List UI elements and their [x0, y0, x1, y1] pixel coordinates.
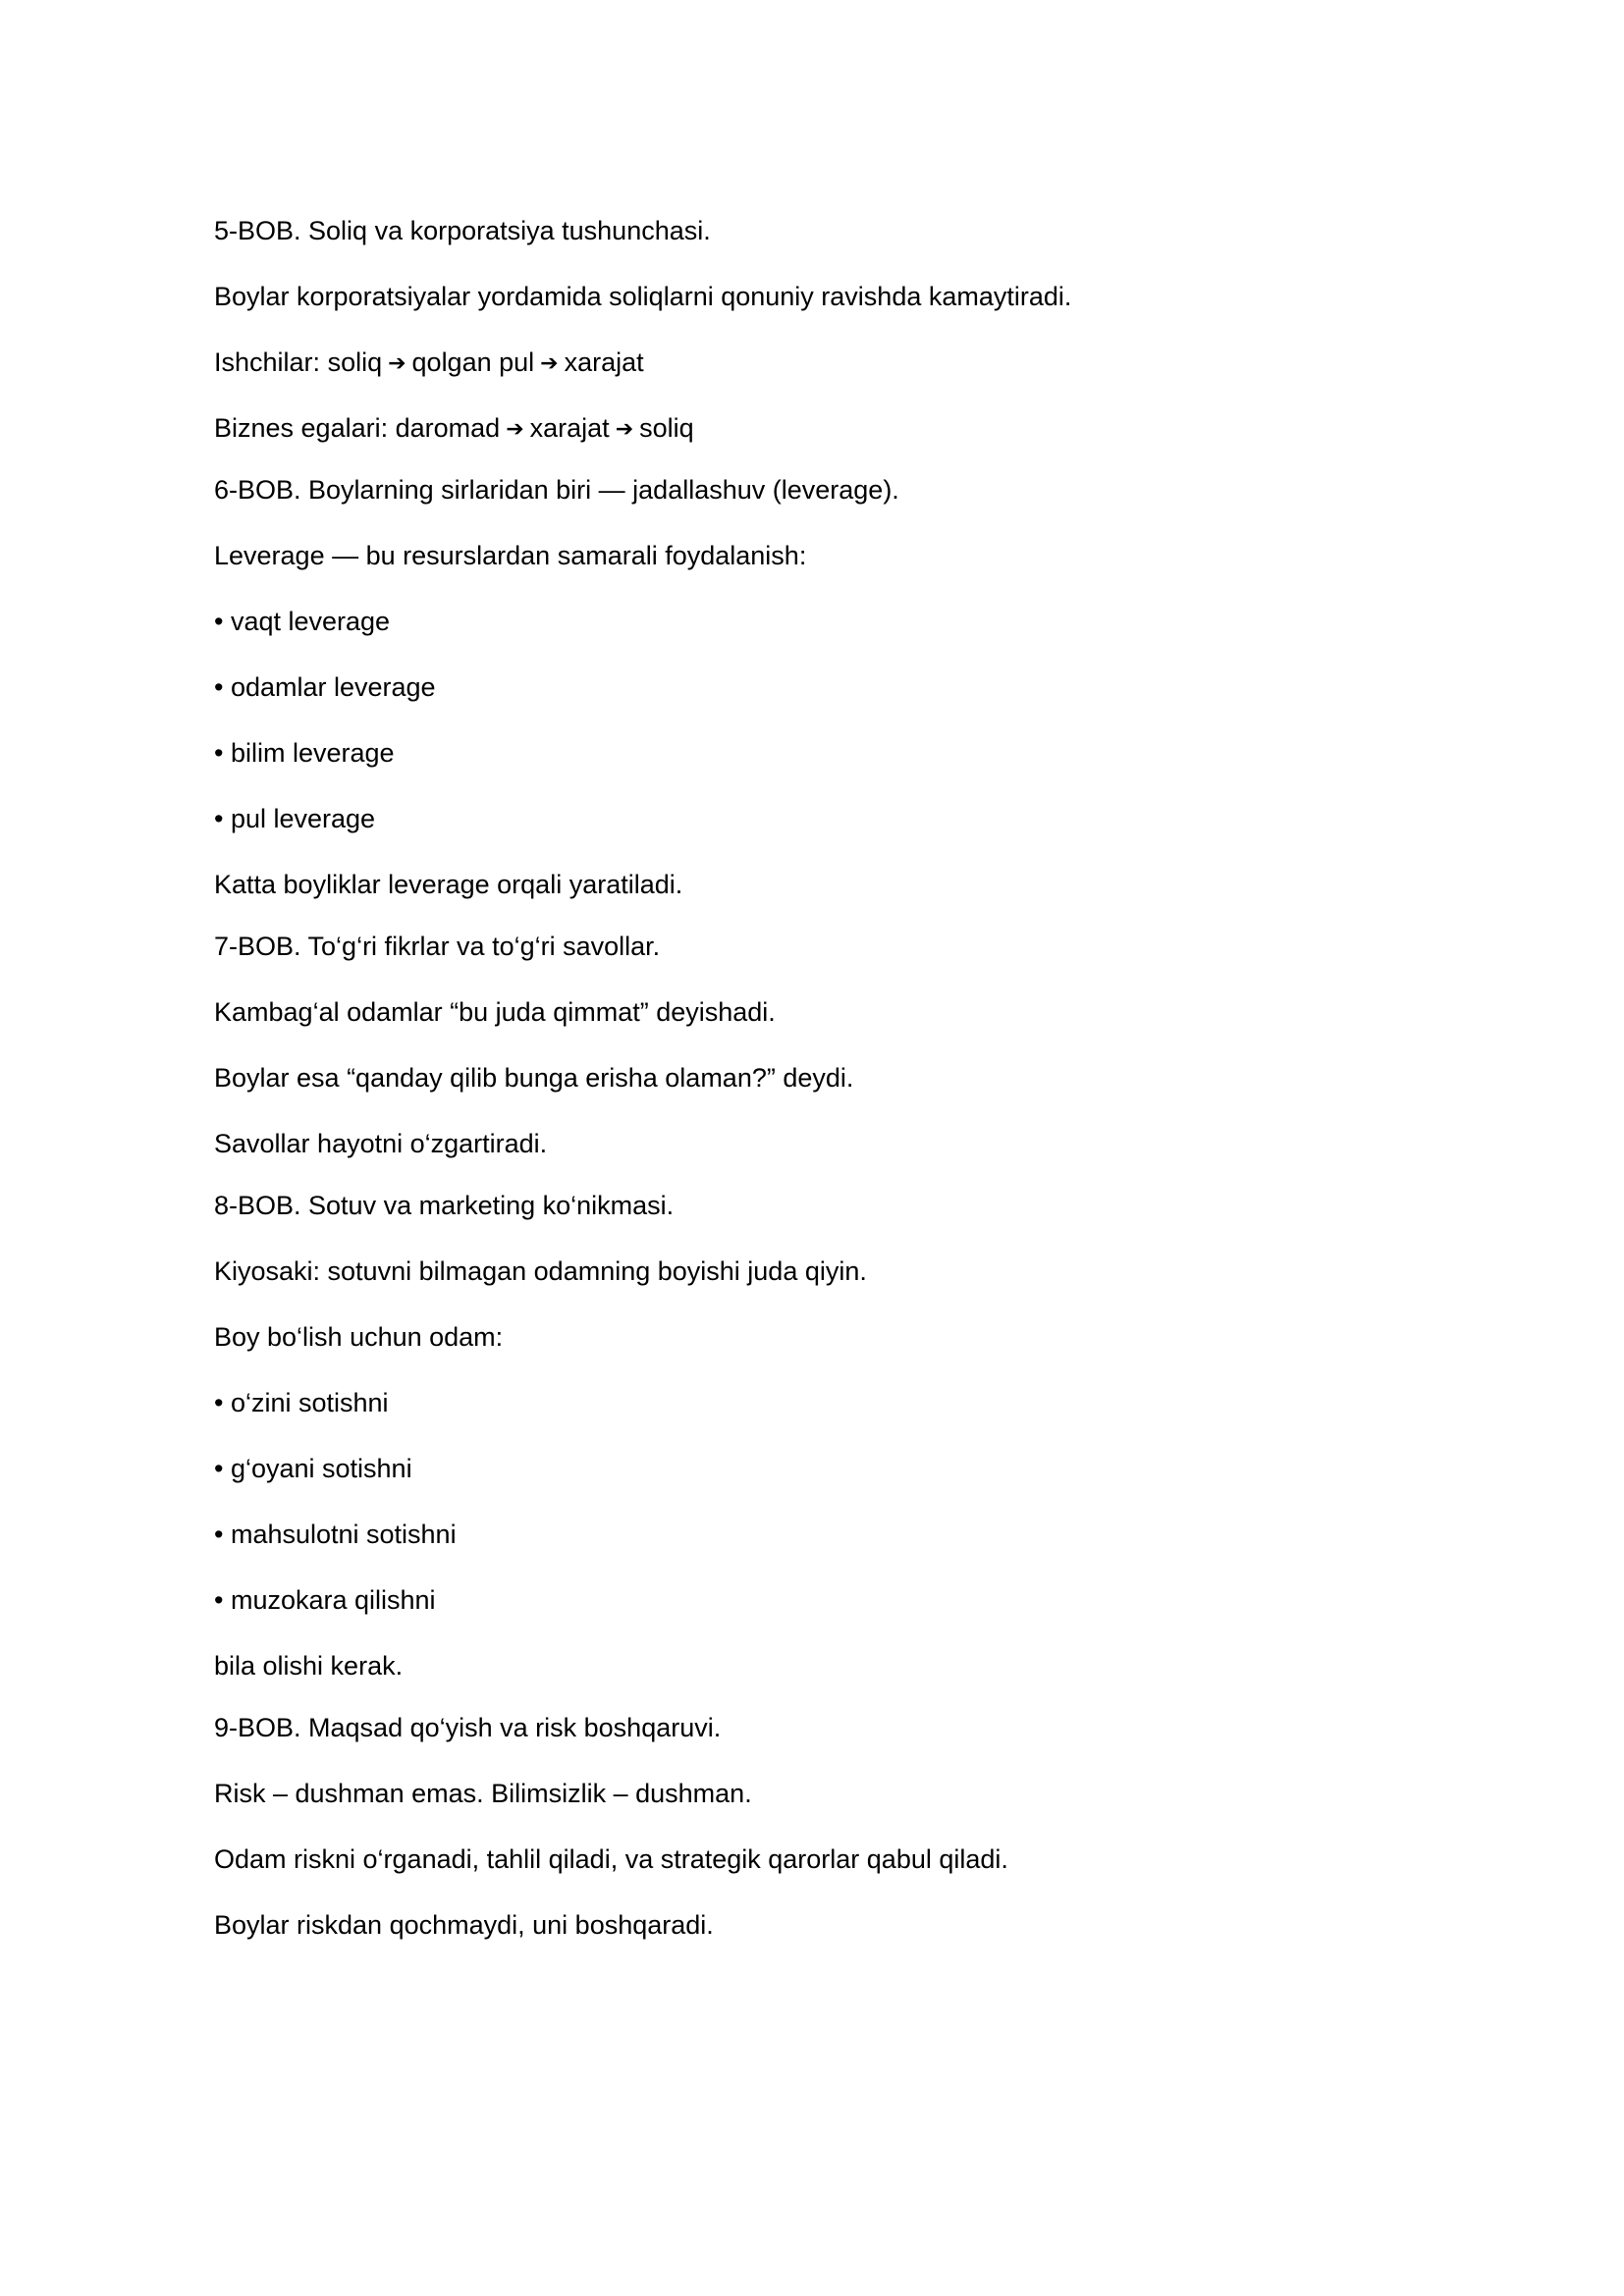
flow-step: daromad: [395, 413, 501, 443]
paragraph: Risk – dushman emas. Bilimsizlik – dushman.: [214, 1779, 752, 1808]
document-body: [214, 216, 1412, 1972]
chapter-8: [214, 1191, 1412, 1682]
chapter-9-heading: 9-BOB. Maqsad qo‘yish va risk boshqaruvi.: [214, 1713, 722, 1742]
paragraph: Kiyosaki: sotuvni bilmagan odamning boyishi juda qiyin.: [214, 1256, 867, 1286]
list-item: • o‘zini sotishni: [214, 1388, 389, 1417]
list-item: • mahsulotni sotishni: [214, 1520, 457, 1549]
list-item: • muzokara qilishni: [214, 1585, 436, 1615]
paragraph: Leverage — bu resurslardan samarali foydalanish:: [214, 541, 807, 570]
paragraph: Odam riskni o‘rganadi, tahlil qiladi, va strategik qarorlar qabul qiladi.: [214, 1844, 1008, 1874]
paragraph: Boylar riskdan qochmaydi, uni boshqaradi.: [214, 1910, 714, 1940]
list-item: • bilim leverage: [214, 738, 395, 768]
chapter-7: [214, 932, 1412, 1159]
flow-label: Ishchilar:: [214, 347, 321, 377]
chapter-7-heading: 7-BOB. To‘g‘ri fikrlar va to‘g‘ri savollar.: [214, 932, 661, 961]
chapter-8-heading: 8-BOB. Sotuv va marketing ko‘nikmasi.: [214, 1191, 675, 1220]
flow-step: soliq: [327, 347, 383, 377]
arrow-right-icon: ➔: [615, 416, 634, 441]
paragraph: Kambag‘al odamlar “bu juda qimmat” deyishadi.: [214, 997, 776, 1027]
arrow-right-icon: ➔: [388, 350, 406, 375]
chapter-5: [214, 216, 1412, 444]
flow-step: xarajat: [564, 347, 644, 377]
chapter-6-heading: 6-BOB. Boylarning sirlaridan biri — jadallashuv (leverage).: [214, 475, 899, 505]
list-item: • odamlar leverage: [214, 672, 436, 702]
list-item: • g‘oyani sotishni: [214, 1454, 412, 1483]
flow-step: qolgan pul: [411, 347, 535, 377]
chapter-9: [214, 1713, 1412, 1941]
arrow-right-icon: ➔: [540, 350, 559, 375]
chapter-5-heading: 5-BOB. Soliq va korporatsiya tushunchasi.: [214, 216, 711, 245]
paragraph: Boylar korporatsiyalar yordamida soliqlarni qonuniy ravishda kamaytiradi.: [214, 282, 1072, 311]
paragraph: Boy bo‘lish uchun odam:: [214, 1322, 504, 1352]
flow-line-workers: [214, 347, 1412, 378]
paragraph: Boylar esa “qanday qilib bunga erisha olaman?” deydi.: [214, 1063, 854, 1093]
chapter-6: [214, 475, 1412, 900]
flow-step: xarajat: [529, 413, 610, 443]
paragraph: bila olishi kerak.: [214, 1651, 404, 1681]
paragraph: Katta boyliklar leverage orqali yaratiladi.: [214, 870, 683, 899]
flow-label: Biznes egalari:: [214, 413, 389, 443]
paragraph: Savollar hayotni o‘zgartiradi.: [214, 1129, 548, 1158]
arrow-right-icon: ➔: [506, 416, 524, 441]
flow-step: soliq: [639, 413, 694, 443]
flow-line-business-owners: [214, 413, 1412, 444]
list-item: • pul leverage: [214, 804, 376, 833]
list-item: • vaqt leverage: [214, 607, 391, 636]
